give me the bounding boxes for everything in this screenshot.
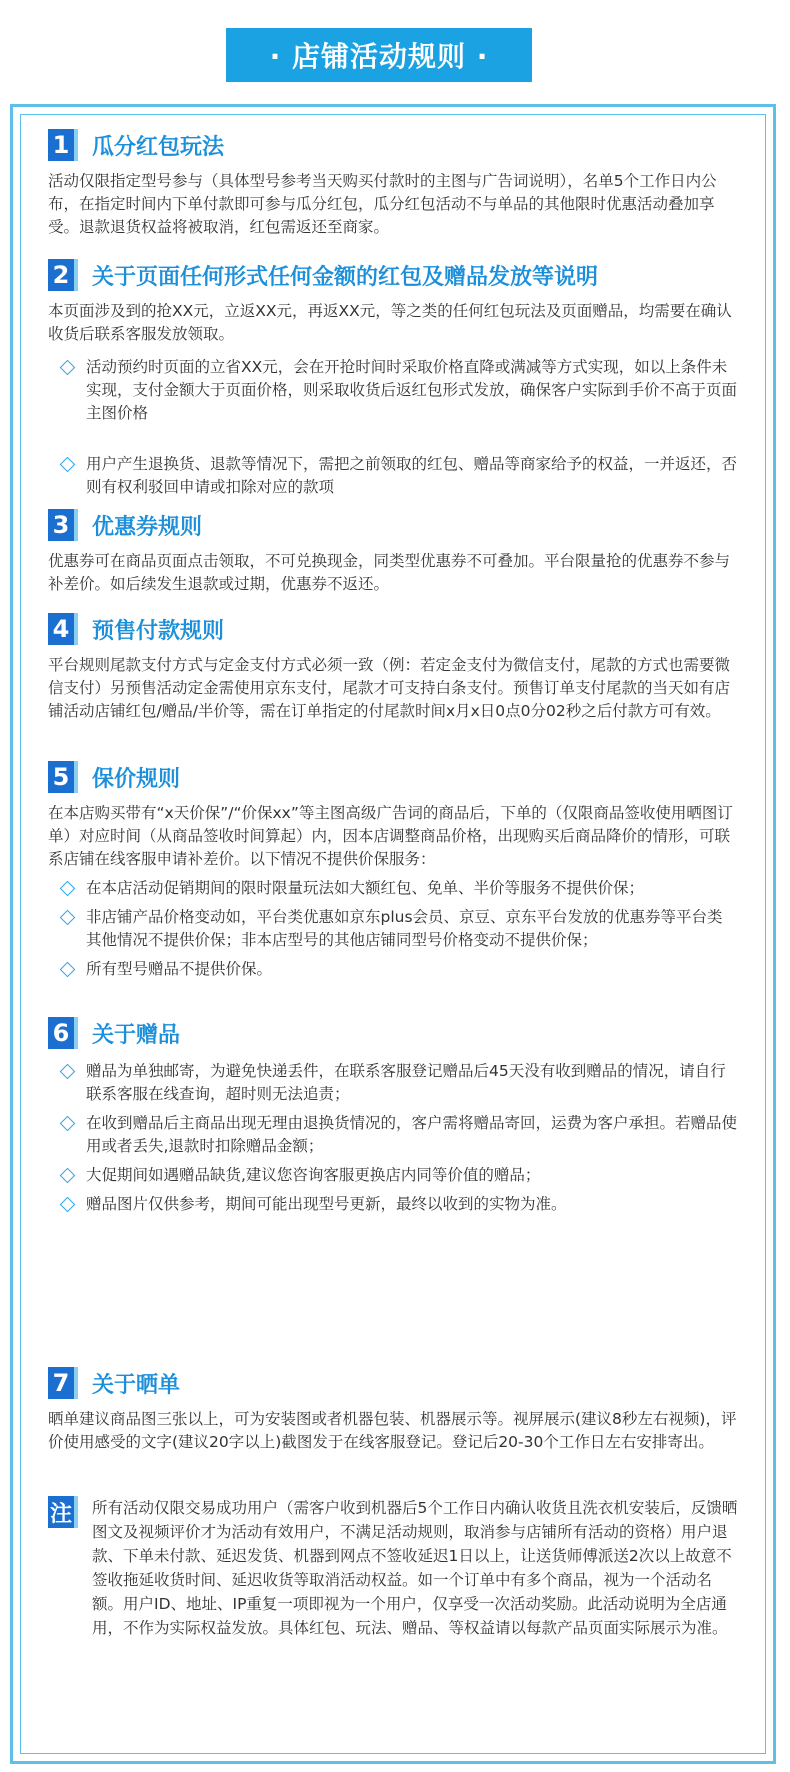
note-label: 注 xyxy=(48,1496,78,1528)
section-7 xyxy=(48,1366,738,1454)
page-title: · 店铺活动规则 · xyxy=(226,28,532,82)
section-title: 瓜分红包玩法 xyxy=(92,134,225,160)
section-title: 保价规则 xyxy=(92,766,181,792)
section-5 xyxy=(48,760,738,981)
section-text: 在本店购买带有“x天价保”/“价保xx”等主图高级广告词的商品后，下单的（仅限商品签收使用晒图订单）对应时间（从商品签收时间算起）内，因本店调整商品价格，出现购买后商品降价的情形，可联系店铺在线客服申请补差价。以下情况不提供价保服务： xyxy=(48,804,733,868)
list-item: 大促期间如遇赠品缺货,建议您咨询客服更换店内同等价值的赠品； xyxy=(48,1164,738,1187)
diamond-bullet-icon xyxy=(60,457,76,473)
diamond-bullet-icon xyxy=(60,1064,76,1080)
section-title: 预售付款规则 xyxy=(92,618,225,644)
section-number: 2 xyxy=(48,259,78,291)
section-text: 优惠券可在商品页面点击领取，不可兑换现金，同类型优惠券不可叠加。平台限量抢的优惠券不参与补差价。如后续发生退款或过期，优惠券不返还。 xyxy=(48,552,731,593)
section-text: 平台规则尾款支付方式与定金支付方式必须一致（例：若定金支付为微信支付，尾款的方式也需要微信支付）另预售活动定金需使用京东支付，尾款才可支持白条支付。预售订单支付尾款的当天如有店铺活动店铺红包/赠品/半价等，需在订单指定的付尾款时间x月x日0点0分02秒之后付款方可有效。 xyxy=(48,656,731,720)
note-section xyxy=(48,1496,738,1640)
section-number: 6 xyxy=(48,1017,78,1049)
section-number: 1 xyxy=(48,129,78,161)
section-number: 5 xyxy=(48,761,78,793)
section-title: 优惠券规则 xyxy=(92,514,203,540)
section-title: 关于晒单 xyxy=(92,1372,181,1398)
diamond-bullet-icon xyxy=(60,1197,76,1213)
section-3 xyxy=(48,508,738,596)
list-item: 在本店活动促销期间的限时限量玩法如大额红包、免单、半价等服务不提供价保； xyxy=(48,877,738,900)
diamond-bullet-icon xyxy=(60,360,76,376)
list-item: 所有型号赠品不提供价保。 xyxy=(48,958,738,981)
section-2 xyxy=(48,258,738,499)
section-number: 4 xyxy=(48,613,78,645)
note-text: 所有活动仅限交易成功用户（需客户收到机器后5个工作日内确认收货且洗衣机安装后，反馈晒图文及视频评价才为活动有效用户，不满足活动规则，取消参与店铺所有活动的资格）用户退款、下单未付款、延迟发货、机器到网点不签收延迟1日以上，让送货师傅派送2次以上故意不签收拖延收货时间、延迟收货等取消活动权益。如一个订单中有多个商品，视为一个活动名额。用户ID、地址、IP重复一项即视为一个用户，仅享受一次活动奖励。此活动说明为全店通用，不作为实际权益发放。具体红包、玩法、赠品、等权益请以每款产品页面实际展示为准。 xyxy=(92,1499,738,1637)
list-item: 赠品图片仅供参考，期间可能出现型号更新，最终以收到的实物为准。 xyxy=(48,1193,738,1216)
diamond-bullet-icon xyxy=(60,910,76,926)
section-title: 关于页面任何形式任何金额的红包及赠品发放等说明 xyxy=(92,264,599,290)
section-4 xyxy=(48,612,738,723)
list-item: 用户产生退换货、退款等情况下，需把之前领取的红包、赠品等商家给予的权益，一并返还，否则有权利驳回申请或扣除对应的款项 xyxy=(48,453,738,499)
list-item: 活动预约时页面的立省XX元，会在开抢时间时采取价格直降或满减等方式实现，如以上条件未实现，支付金额大于页面价格，则采取收货后返红包形式发放，确保客户实际到手价不高于页面主图价格 xyxy=(48,356,738,425)
section-text: 晒单建议商品图三张以上，可为安装图或者机器包装、机器展示等。视屏展示(建议8秒左右视频)，评价使用感受的文字(建议20字以上)截图发于在线客服登记。登记后20-30个工作日左右安排寄出。 xyxy=(48,1410,737,1451)
list-item: 非店铺产品价格变动如，平台类优惠如京东plus会员、京豆、京东平台发放的优惠券等平台类其他情况不提供价保；非本店型号的其他店铺同型号价格变动不提供价保； xyxy=(48,906,738,952)
list-item: 在收到赠品后主商品出现无理由退换货情况的，客户需将赠品寄回，运费为客户承担。若赠品使用或者丢失,退款时扣除赠品金额； xyxy=(48,1112,738,1158)
section-number: 7 xyxy=(48,1367,78,1399)
section-1 xyxy=(48,128,738,239)
section-6 xyxy=(48,1016,738,1216)
section-text: 活动仅限指定型号参与（具体型号参考当天购买付款时的主图与广告词说明），名单5个工作日内公布，在指定时间内下单付款即可参与瓜分红包，瓜分红包活动不与单品的其他限时优惠活动叠加享受。退款退货权益将被取消，红包需返还至商家。 xyxy=(48,172,717,236)
list-item: 赠品为单独邮寄，为避免快递丢件，在联系客服登记赠品后45天没有收到赠品的情况，请自行联系客服在线查询，超时则无法追责； xyxy=(48,1060,738,1106)
diamond-bullet-icon xyxy=(60,881,76,897)
section-title: 关于赠品 xyxy=(92,1022,181,1048)
section-number: 3 xyxy=(48,509,78,541)
diamond-bullet-icon xyxy=(60,1168,76,1184)
diamond-bullet-icon xyxy=(60,1116,76,1132)
diamond-bullet-icon xyxy=(60,962,76,978)
section-text: 本页面涉及到的抢XX元，立返XX元，再返XX元，等之类的任何红包玩法及页面赠品，均需要在确认收货后联系客服发放领取。 xyxy=(48,302,732,343)
